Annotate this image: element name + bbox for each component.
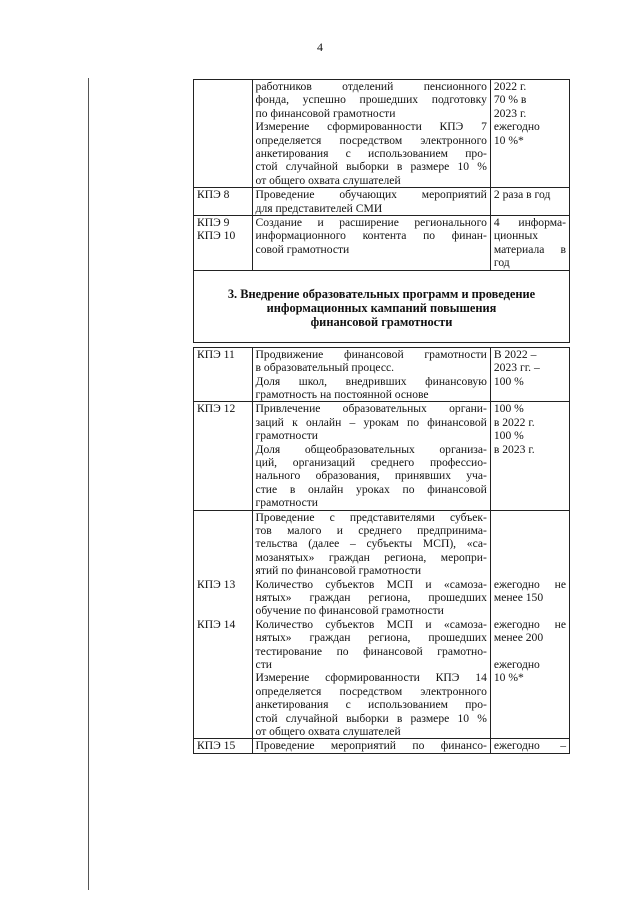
margin-line: [88, 78, 89, 890]
section-title-line: финансовой грамотности: [310, 314, 453, 329]
text-line: ежегодно: [493, 657, 540, 671]
text-line: 100 %: [493, 374, 524, 388]
text-line: ятий по финансовой грамотности: [255, 564, 422, 578]
text-line: анкетирования с использованием про-: [255, 147, 487, 161]
kpi-value-cell: [490, 739, 569, 753]
text-line: 100 %: [493, 429, 524, 443]
text-line: 100 %: [493, 402, 524, 416]
kpi-code: КПЭ 12: [197, 402, 236, 416]
text-line: 2022 г.: [493, 80, 527, 93]
text-line: 10 %*: [493, 671, 524, 685]
text-line: стие в онлайн уроках по финансовой: [255, 482, 487, 496]
text-line: год: [493, 256, 510, 270]
kpi-value-cell: [490, 216, 569, 271]
kpi-code-cell: [194, 80, 253, 188]
kpi-code: КПЭ 8: [197, 188, 230, 202]
text-line: грамотность на постоянной основе: [255, 387, 429, 401]
kpi-code: КПЭ 10: [197, 229, 236, 243]
section-title-line: 3. Внедрение образовательных программ и проведение: [227, 286, 536, 301]
text-line: мозанятых» граждан региона, меропри-: [255, 550, 487, 564]
kpi-description-cell: [252, 347, 490, 402]
text-line: анкетирования с использованием про-: [255, 698, 487, 712]
kpi-code: КПЭ 11: [197, 347, 235, 361]
text-line: определяется посредством электронного: [255, 684, 487, 698]
text-line: Доля общеобразовательных организа-: [255, 442, 487, 456]
kpi-value-cell: [490, 402, 569, 510]
table-row: [194, 216, 570, 271]
text-line: для представителей СМИ: [255, 201, 383, 215]
text-line: Количество субъектов МСП и «самоза-: [255, 617, 487, 631]
text-line: определяется посредством электронного: [255, 133, 487, 147]
text-line: заций к онлайн – урокам по финансовой: [255, 415, 487, 429]
text-line: тов малого и среднего предпринима-: [255, 523, 487, 537]
text-line: ежегодно не: [493, 577, 566, 591]
text-line: Привлечение образовательных органи-: [255, 402, 487, 416]
text-line: ций, организаций среднего профессио-: [255, 455, 487, 469]
kpi-table: [193, 79, 570, 754]
text-line: в 2022 г.: [493, 415, 535, 429]
kpi-code: КПЭ 15: [197, 739, 236, 753]
text-line: в 2023 г.: [493, 442, 535, 456]
table-row: [194, 188, 570, 216]
text-line: Доля школ, внедривших финансовую: [255, 374, 487, 388]
text-line: 2023 гг. –: [493, 361, 540, 375]
text-line: менее 200: [493, 631, 544, 645]
text-line: совой грамотности: [255, 242, 350, 256]
kpi-description-cell: [252, 739, 490, 753]
text-line: 70 % в: [493, 93, 527, 107]
text-line: нятых» граждан региона, прошедших: [255, 591, 487, 604]
kpi-description-cell: [252, 80, 490, 188]
page-number: 4: [317, 40, 323, 54]
kpi-description-cell: [252, 216, 490, 271]
text-line: 10 %*: [493, 133, 524, 147]
kpi-description-cell: [252, 188, 490, 216]
section-title-line: информационных кампаний повышения: [266, 300, 497, 315]
text-line: грамотности: [255, 496, 318, 510]
table-row: [194, 739, 570, 753]
table-row: [194, 80, 570, 188]
text-line: сти: [255, 658, 272, 672]
kpi-description-cell: [252, 510, 490, 739]
kpi-code-cell: [194, 402, 253, 510]
kpi-value-cell: [490, 347, 569, 402]
kpi-code-cell: [194, 188, 253, 216]
text-line: в образовательный процесс.: [255, 361, 395, 375]
text-line: нального образования, принявших уча-: [255, 469, 487, 483]
text-line: от общего охвата слушателей: [255, 173, 401, 187]
text-line: Продвижение финансовой грамотности: [255, 347, 487, 361]
text-line: фонда, успешно прошедших подготовку: [255, 93, 487, 107]
text-line: материала в: [493, 242, 566, 256]
kpi-code-cell: [194, 216, 253, 271]
table-row: [194, 347, 570, 402]
kpi-value-cell: [490, 188, 569, 216]
text-line: Проведение мероприятий по финансо-: [255, 739, 487, 753]
kpi-code: КПЭ 9: [197, 216, 230, 230]
text-line: грамотности: [255, 429, 318, 443]
section-title: [194, 270, 570, 342]
text-line: Количество субъектов МСП и «самоза-: [255, 577, 487, 591]
text-line: Проведение обучающих мероприятий: [255, 188, 487, 202]
kpi-code: КПЭ 13: [197, 577, 236, 591]
kpi-code-cell: [194, 510, 253, 739]
text-line: ежегодно: [493, 120, 540, 134]
text-line: Измерение сформированности КПЭ 14: [255, 671, 487, 685]
text-line: информационного контента по финан-: [255, 229, 487, 243]
kpi-description-cell: [252, 402, 490, 510]
text-line: нятых» граждан региона, прошедших: [255, 631, 487, 645]
text-line: Проведение с представителями субъек-: [255, 510, 487, 524]
text-line: ежегодно не: [493, 617, 566, 631]
table-row: [194, 402, 570, 510]
text-line: В 2022 –: [493, 347, 537, 361]
kpi-code-cell: [194, 347, 253, 402]
table-row: [194, 510, 570, 739]
text-line: менее 150: [493, 590, 544, 604]
text-line: ционных: [493, 229, 539, 243]
text-line: 2 раза в год: [493, 188, 551, 202]
text-line: тельства (далее – субъекты МСП), «са-: [255, 537, 487, 551]
text-line: от общего охвата слушателей: [255, 725, 401, 739]
kpi-value-cell: [490, 510, 569, 739]
kpi-code: КПЭ 14: [197, 617, 236, 631]
text-line: ежегодно –: [493, 739, 566, 753]
text-line: обучение по финансовой грамотности: [255, 604, 444, 618]
text-line: Создание и расширение регионального: [255, 216, 487, 230]
text-line: стой случайной выборки в размере 10 %: [255, 711, 487, 725]
kpi-value-cell: [490, 80, 569, 188]
text-line: 4 информа-: [493, 216, 566, 230]
text-line: Измерение сформированности КПЭ 7: [255, 120, 487, 134]
kpi-code-cell: [194, 739, 253, 753]
text-line: стой случайной выборки в размере 10 %: [255, 160, 487, 174]
text-line: по финансовой грамотности: [255, 106, 396, 120]
text-line: 2023 г.: [493, 106, 527, 120]
text-line: работников отделений пенсионного: [255, 80, 487, 93]
text-line: тестирование по финансовой грамотно-: [255, 644, 487, 658]
section-heading-row: [194, 270, 570, 342]
